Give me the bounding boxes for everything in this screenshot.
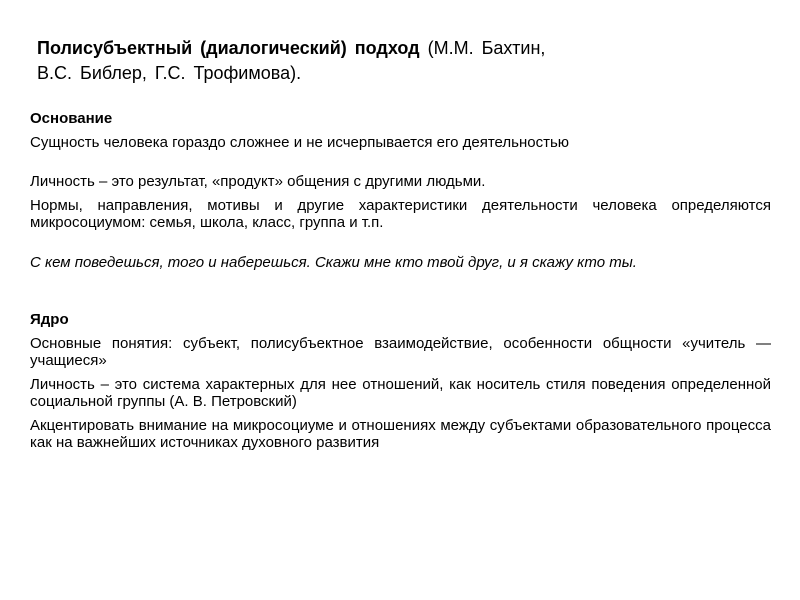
title-approach-name: Полисубъектный (диалогический) подход <box>37 38 420 58</box>
core-paragraph-1: Основные понятия: субъект, полисубъектное взаимодействие, особенности общности «учитель — учащиеся» <box>30 334 771 369</box>
basis-paragraph-3: Нормы, направления, мотивы и другие характеристики деятельности человека определяются микросоциумом: семья, школа, класс, группа и т.п. <box>30 196 771 231</box>
core-paragraph-3: Акцентировать внимание на микросоциуме и отношениях между субъектами образовательного процесса как на важнейших источниках духовного развития <box>30 416 771 451</box>
basis-paragraph-2: Личность – это результат, «продукт» общения с другими людьми. <box>30 173 486 190</box>
core-heading: Ядро <box>30 311 69 328</box>
title-authors-start: (М.М. Бахтин, <box>419 38 546 58</box>
slide-content <box>30 110 771 452</box>
basis-quote: С кем поведешься, того и наберешься. Скажи мне кто твой друг, и я скажу кто ты. <box>30 253 637 271</box>
slide-title <box>37 36 777 86</box>
basis-paragraph-1: Сущность человека гораздо сложнее и не исчерпывается его деятельностью <box>30 133 570 151</box>
core-paragraph-2: Личность – это система характерных для нее отношений, как носитель стиля поведения определенной социальной группы (А. В. Петровский) <box>30 375 771 410</box>
basis-heading: Основание <box>30 110 113 127</box>
title-authors-end: В.С. Библер, Г.С. Трофимова). <box>37 63 302 83</box>
